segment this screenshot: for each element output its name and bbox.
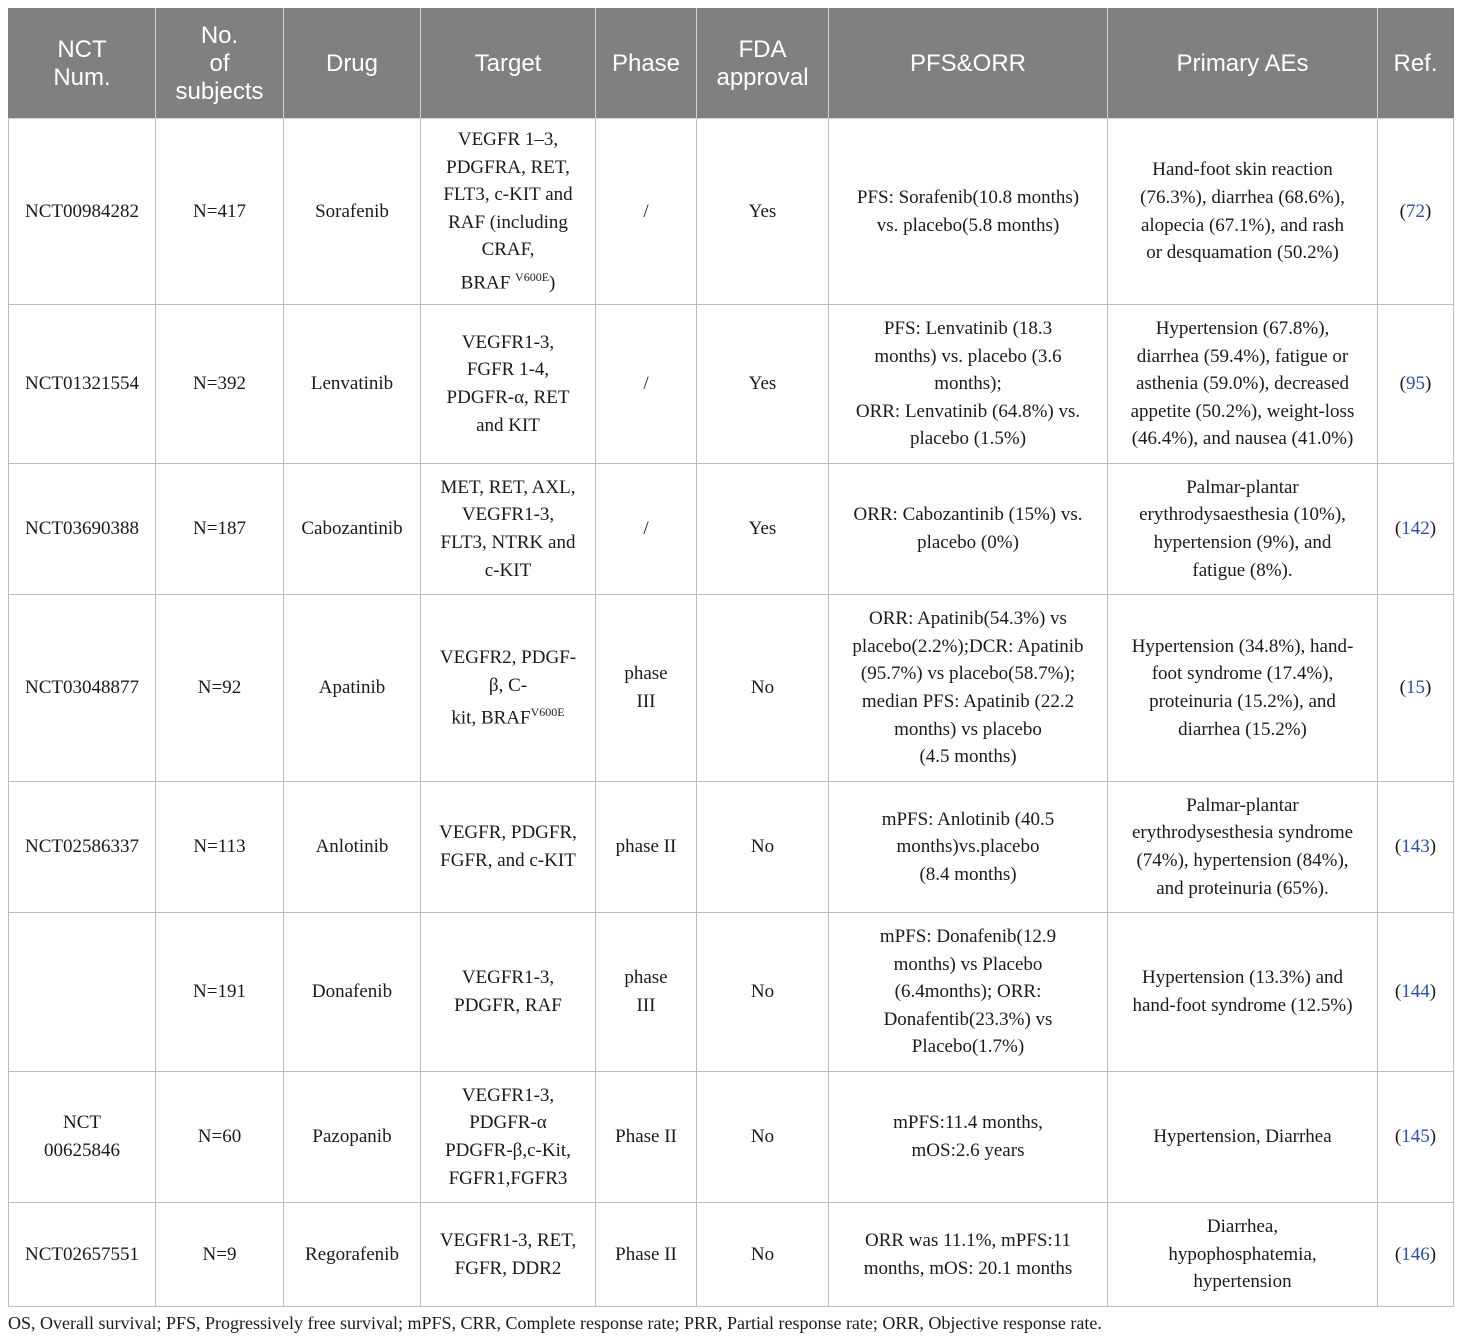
table-row (9, 913, 1454, 1072)
table-row (9, 595, 1454, 782)
header-ref: Ref. (1378, 9, 1454, 119)
cell-ref: (144) (1378, 913, 1454, 1072)
header-row (9, 9, 1454, 119)
cell-pfs-orr: mPFS:11.4 months, mOS:2.6 years (829, 1072, 1108, 1203)
cell-ref: (145) (1378, 1072, 1454, 1203)
table-row (9, 464, 1454, 595)
clinical-trials-table (8, 8, 1454, 1307)
cell-fda: No (697, 595, 829, 782)
cell-subjects: N=92 (156, 595, 284, 782)
cell-drug: Lenvatinib (284, 305, 421, 464)
cell-subjects: N=113 (156, 782, 284, 913)
cell-nct: NCT 00625846 (9, 1072, 156, 1203)
cell-nct: NCT01321554 (9, 305, 156, 464)
cell-nct: NCT03690388 (9, 464, 156, 595)
cell-ref: (95) (1378, 305, 1454, 464)
cell-target: VEGFR, PDGFR, FGFR, and c-KIT (421, 782, 596, 913)
cell-nct: NCT03048877 (9, 595, 156, 782)
cell-nct: NCT02657551 (9, 1203, 156, 1307)
cell-phase: Phase II (596, 1203, 697, 1307)
ref-link[interactable]: 142 (1401, 518, 1430, 540)
cell-primary-aes: Diarrhea, hypophosphatemia, hypertension (1108, 1203, 1378, 1307)
header-phase: Phase (596, 9, 697, 119)
cell-subjects: N=187 (156, 464, 284, 595)
cell-drug: Cabozantinib (284, 464, 421, 595)
header-nct-num: NCT Num. (9, 9, 156, 119)
cell-nct (9, 913, 156, 1072)
cell-ref: (143) (1378, 782, 1454, 913)
ref-link[interactable]: 95 (1406, 373, 1425, 395)
ref-link[interactable]: 143 (1401, 836, 1430, 858)
table-row (9, 1203, 1454, 1307)
cell-drug: Apatinib (284, 595, 421, 782)
ref-link[interactable]: 15 (1406, 677, 1425, 699)
cell-pfs-orr: ORR was 11.1%, mPFS:11 months, mOS: 20.1 months (829, 1203, 1108, 1307)
cell-target: VEGFR1-3, FGFR 1-4, PDGFR-α, RET and KIT (421, 305, 596, 464)
header-fda-approval: FDA approval (697, 9, 829, 119)
ref-link[interactable]: 146 (1401, 1243, 1430, 1265)
ref-link[interactable]: 144 (1401, 981, 1430, 1003)
cell-subjects: N=9 (156, 1203, 284, 1307)
cell-primary-aes: Hypertension (13.3%) and hand-foot syndrome (12.5%) (1108, 913, 1378, 1072)
cell-phase: / (596, 464, 697, 595)
cell-ref: (142) (1378, 464, 1454, 595)
header-drug: Drug (284, 9, 421, 119)
cell-fda: No (697, 782, 829, 913)
table-row (9, 119, 1454, 305)
cell-ref: (15) (1378, 595, 1454, 782)
table-row (9, 305, 1454, 464)
cell-phase: / (596, 119, 697, 305)
cell-target: VEGFR1-3, RET, FGFR, DDR2 (421, 1203, 596, 1307)
cell-target: VEGFR2, PDGF- β, C- kit, $BRAF^{V600E}$ (421, 595, 596, 782)
cell-nct: NCT00984282 (9, 119, 156, 305)
cell-phase: phase III (596, 595, 697, 782)
cell-target: MET, RET, AXL, VEGFR1-3, FLT3, NTRK and c-KIT (421, 464, 596, 595)
cell-primary-aes: Palmar-plantar erythrodysaesthesia (10%), hypertension (9%), and fatigue (8%). (1108, 464, 1378, 595)
cell-fda: No (697, 1072, 829, 1203)
cell-primary-aes: Hypertension, Diarrhea (1108, 1072, 1378, 1203)
cell-drug: Sorafenib (284, 119, 421, 305)
header-primary-aes: Primary AEs (1108, 9, 1378, 119)
cell-target: VEGFR1-3, PDGFR, RAF (421, 913, 596, 1072)
cell-drug: Regorafenib (284, 1203, 421, 1307)
cell-subjects: N=417 (156, 119, 284, 305)
cell-fda: No (697, 1203, 829, 1307)
cell-target: VEGFR1-3, PDGFR-α PDGFR-β,c-Kit, FGFR1,FGFR3 (421, 1072, 596, 1203)
cell-phase: / (596, 305, 697, 464)
cell-primary-aes: Hypertension (67.8%), diarrhea (59.4%), fatigue or asthenia (59.0%), decreased appetite (50.2%), weight-loss (46.4%), and nausea (41.0%) (1108, 305, 1378, 464)
cell-subjects: N=392 (156, 305, 284, 464)
cell-primary-aes: Palmar-plantar erythrodysesthesia syndrome (74%), hypertension (84%), and proteinuria (65%). (1108, 782, 1378, 913)
cell-pfs-orr: mPFS: Anlotinib (40.5 months)vs.placebo (8.4 months) (829, 782, 1108, 913)
cell-pfs-orr: mPFS: Donafenib(12.9 months) vs Placebo (6.4months); ORR: Donafentib(23.3%) vs Placebo(1.7%) (829, 913, 1108, 1072)
cell-ref: (72) (1378, 119, 1454, 305)
cell-pfs-orr: PFS: Sorafenib(10.8 months) vs. placebo(5.8 months) (829, 119, 1108, 305)
header-target: Target (421, 9, 596, 119)
cell-subjects: N=60 (156, 1072, 284, 1203)
cell-ref: (146) (1378, 1203, 1454, 1307)
cell-phase: phase III (596, 913, 697, 1072)
cell-primary-aes: Hand-foot skin reaction (76.3%), diarrhea (68.6%), alopecia (67.1%), and rash or desquamation (50.2%) (1108, 119, 1378, 305)
cell-subjects: N=191 (156, 913, 284, 1072)
cell-drug: Anlotinib (284, 782, 421, 913)
table-footnote: OS, Overall survival; PFS, Progressively free survival; mPFS, CRR, Complete response rate; PRR, Partial response rate; ORR, Objective response rate. (8, 1313, 1102, 1333)
cell-phase: Phase II (596, 1072, 697, 1203)
cell-drug: Donafenib (284, 913, 421, 1072)
cell-nct: NCT02586337 (9, 782, 156, 913)
table-row (9, 782, 1454, 913)
cell-fda: No (697, 913, 829, 1072)
cell-phase: phase II (596, 782, 697, 913)
cell-drug: Pazopanib (284, 1072, 421, 1203)
header-pfs-orr: PFS&ORR (829, 9, 1108, 119)
header-no-of-subjects: No. of subjects (156, 9, 284, 119)
cell-fda: Yes (697, 464, 829, 595)
ref-link[interactable]: 72 (1406, 200, 1425, 222)
cell-fda: Yes (697, 119, 829, 305)
cell-pfs-orr: ORR: Apatinib(54.3%) vs placebo(2.2%);DCR: Apatinib (95.7%) vs placebo(58.7%); median PFS: Apatinib (22.2 months) vs placebo (4.5 months) (829, 595, 1108, 782)
cell-primary-aes: Hypertension (34.8%), hand- foot syndrome (17.4%), proteinuria (15.2%), and diarrhea (15.2%) (1108, 595, 1378, 782)
cell-pfs-orr: PFS: Lenvatinib (18.3 months) vs. placebo (3.6 months); ORR: Lenvatinib (64.8%) vs. placebo (1.5%) (829, 305, 1108, 464)
ref-link[interactable]: 145 (1401, 1126, 1430, 1148)
cell-target: VEGFR 1–3, PDGFRA, RET, FLT3, c-KIT and RAF (including CRAF, BRAF $^{V600E}$) (421, 119, 596, 305)
cell-fda: Yes (697, 305, 829, 464)
cell-pfs-orr: ORR: Cabozantinib (15%) vs. placebo (0%) (829, 464, 1108, 595)
table-row (9, 1072, 1454, 1203)
